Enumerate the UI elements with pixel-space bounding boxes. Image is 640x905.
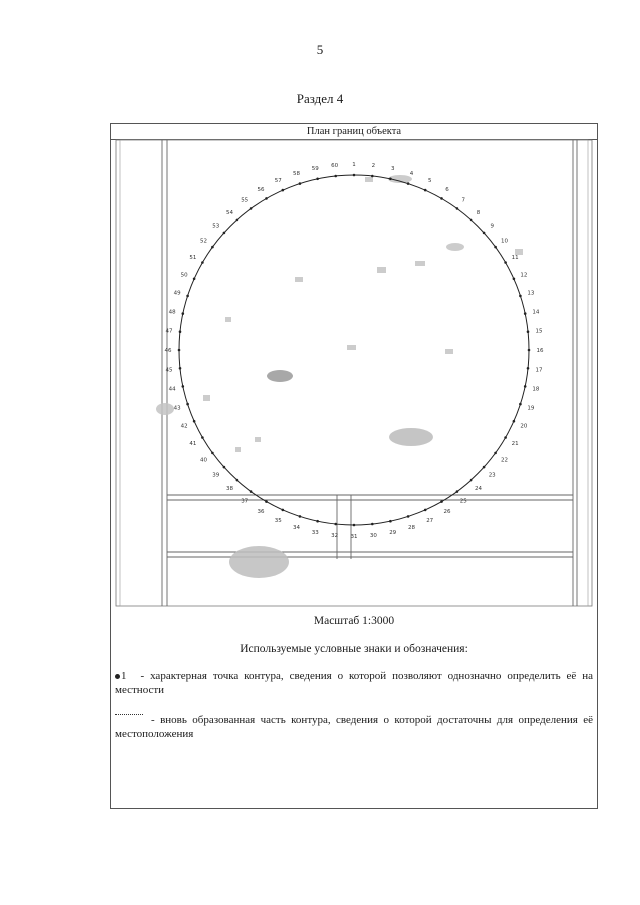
contour-point-marker (524, 385, 527, 388)
legend-title: Используемые условные знаки и обозначения: (240, 643, 468, 655)
contour-point-marker (265, 500, 268, 503)
contour-point-label: 18 (532, 386, 540, 393)
point-symbol-icon (115, 674, 120, 679)
contour-point-label: 22 (501, 457, 508, 464)
background-mark (446, 243, 464, 251)
contour-point-marker (504, 261, 507, 264)
contour-point-marker (353, 524, 356, 527)
contour-point-marker (407, 182, 410, 185)
point-symbol-label: 1 (121, 670, 127, 682)
contour-point-label: 41 (189, 441, 197, 447)
background-mark (225, 317, 231, 322)
contour-point-marker (389, 520, 392, 523)
contour-point-label: 46 (164, 348, 172, 354)
contour-point-marker (250, 207, 253, 210)
contour-point-marker (282, 509, 285, 512)
contour-point-marker (524, 312, 527, 315)
contour-point-label: 8 (476, 209, 481, 216)
contour-point-marker (483, 466, 486, 469)
background-mark (295, 277, 303, 282)
contour-point-label: 55 (241, 197, 249, 204)
contour-point-label: 32 (331, 533, 339, 539)
contour-point-marker (407, 515, 410, 518)
contour-point-label: 23 (488, 472, 496, 479)
contour-point-marker (424, 509, 427, 512)
contour-point-label: 16 (536, 348, 544, 354)
contour-point-marker (299, 182, 302, 185)
contour-point-marker (353, 174, 356, 177)
contour-point-marker (440, 500, 443, 503)
contour-point-label: 37 (241, 498, 249, 505)
contour-point-label: 56 (257, 186, 265, 193)
contour-point-marker (211, 246, 214, 249)
contour-point-marker (178, 349, 181, 352)
contour-point-label: 2 (371, 163, 376, 169)
contour-point-marker (186, 295, 189, 298)
contour-point-marker (282, 189, 285, 192)
contour-point-marker (371, 175, 374, 178)
contour-point-marker (179, 367, 182, 370)
contour-point-label: 17 (535, 367, 543, 374)
contour-point-marker (182, 385, 185, 388)
contour-point-marker (527, 367, 530, 370)
contour-point-marker (193, 420, 196, 423)
background-mark (389, 428, 433, 446)
contour-point-label: 59 (311, 166, 319, 173)
contour-point-label: 40 (200, 457, 207, 464)
contour-point-label: 54 (226, 209, 233, 216)
contour-point-label: 12 (520, 272, 528, 279)
contour-point-label: 57 (274, 178, 282, 185)
contour-point-marker (456, 207, 459, 210)
contour-point-marker (250, 490, 253, 493)
background-mark (203, 395, 210, 401)
contour-point-label: 44 (168, 386, 176, 393)
contour-point-marker (470, 219, 473, 222)
contour-point-label: 50 (180, 272, 188, 279)
contour-point-marker (456, 490, 459, 493)
contour-point-label: 42 (180, 423, 188, 430)
contour-point-label: 48 (168, 309, 176, 316)
contour-point-marker (201, 261, 204, 264)
contour-point-label: 47 (165, 328, 173, 335)
contour-point-marker (494, 452, 497, 455)
contour-point-marker (193, 278, 196, 281)
contour-point-marker (519, 295, 522, 298)
contour-point-marker (440, 197, 443, 200)
contour-point-label: 3 (390, 166, 395, 173)
page-number: 5 (316, 42, 324, 57)
contour-point-marker (211, 452, 214, 455)
contour-point-label: 34 (293, 524, 300, 531)
contour-point-label: 58 (293, 171, 300, 178)
background-mark (267, 370, 293, 382)
contour-point-label: 1 (352, 162, 356, 168)
contour-point-marker (519, 403, 522, 406)
contour-point-label: 19 (527, 405, 535, 412)
contour-point-label: 6 (445, 186, 449, 193)
contour-point-marker (236, 219, 239, 222)
contour-point-marker (316, 178, 319, 181)
contour-point-marker (223, 466, 226, 469)
background-mark (229, 546, 289, 578)
plan-drawing (115, 139, 593, 607)
contour-point-marker (513, 420, 516, 423)
section-title: Раздел 4 (296, 91, 344, 106)
contour-point-marker (179, 330, 182, 333)
contour-point-label: 10 (501, 238, 508, 245)
contour-point-marker (334, 523, 337, 526)
contour-point-marker (299, 515, 302, 518)
scale-label: Масштаб 1:3000 (313, 615, 395, 627)
legend-item-contour (115, 713, 593, 741)
background-mark (415, 261, 425, 266)
contour-point-marker (504, 436, 507, 439)
legend-item-point-text: - характерная точка контура, сведения о которой позволяют однозначно определить её на местности (115, 670, 593, 696)
contour-point-label: 35 (274, 517, 282, 524)
plan-header: План границ объекта (111, 124, 597, 140)
contour-point-label: 38 (226, 486, 233, 493)
contour-point-label: 31 (350, 534, 358, 540)
legend-item-contour-text: - вновь образованная часть контура, сведения о которой достаточны для определения её местоположения (115, 714, 593, 740)
contour-point-label: 29 (389, 529, 397, 536)
contour-point-marker (201, 436, 204, 439)
plan-frame (110, 123, 598, 809)
contour-point-label: 27 (426, 517, 434, 524)
contour-point-marker (494, 246, 497, 249)
contour-point-label: 45 (165, 367, 173, 374)
contour-point-marker (424, 189, 427, 192)
contour-point-marker (186, 403, 189, 406)
contour-point-label: 28 (408, 524, 415, 531)
contour-point-marker (334, 175, 337, 178)
contour-point-label: 43 (173, 405, 181, 412)
contour-point-marker (223, 232, 226, 235)
contour-point-marker (483, 232, 486, 235)
contour-point-marker (316, 520, 319, 523)
contour-points (165, 162, 544, 540)
background-mark (255, 437, 261, 442)
contour-point-marker (513, 278, 516, 281)
contour-point-label: 25 (459, 498, 467, 505)
contour-point-label: 14 (532, 309, 540, 316)
background-mark (365, 177, 373, 182)
contour-point-label: 5 (427, 178, 432, 185)
contour-point-marker (527, 330, 530, 333)
contour-point-marker (528, 349, 531, 352)
contour-point-label: 11 (511, 255, 519, 261)
contour-point-marker (236, 479, 239, 482)
contour-point-label: 52 (200, 238, 207, 245)
background-marks (156, 175, 523, 578)
background-mark (445, 349, 453, 354)
contour-point-marker (389, 178, 392, 181)
contour-point-label: 33 (311, 529, 319, 536)
contour-point-label: 21 (511, 441, 519, 447)
contour-point-marker (265, 197, 268, 200)
dotted-line-symbol-icon (115, 714, 143, 715)
background-mark (377, 267, 386, 273)
background-mark (235, 447, 241, 452)
contour-point-label: 60 (331, 163, 339, 169)
contour-point-marker (182, 312, 185, 315)
contour-point-label: 51 (189, 255, 197, 261)
contour-point-label: 24 (475, 486, 482, 493)
contour-point-label: 26 (443, 509, 451, 516)
legend-item-point (115, 669, 593, 697)
contour-point-marker (371, 523, 374, 526)
contour-point-label: 30 (369, 533, 377, 539)
background-mark (156, 403, 174, 415)
contour-point-marker (470, 479, 473, 482)
background-mark (347, 345, 356, 350)
contour-point-label: 9 (490, 223, 494, 230)
contour-point-label: 15 (535, 328, 543, 335)
contour-point-label: 49 (173, 290, 181, 297)
contour-point-label: 7 (461, 197, 466, 204)
contour-point-label: 4 (409, 171, 414, 178)
contour-point-label: 39 (212, 472, 220, 479)
contour-point-label: 36 (257, 509, 265, 516)
plan-map (115, 139, 593, 607)
contour-point-label: 53 (212, 223, 220, 230)
contour-point-label: 20 (520, 423, 528, 430)
contour-point-label: 13 (527, 290, 535, 297)
